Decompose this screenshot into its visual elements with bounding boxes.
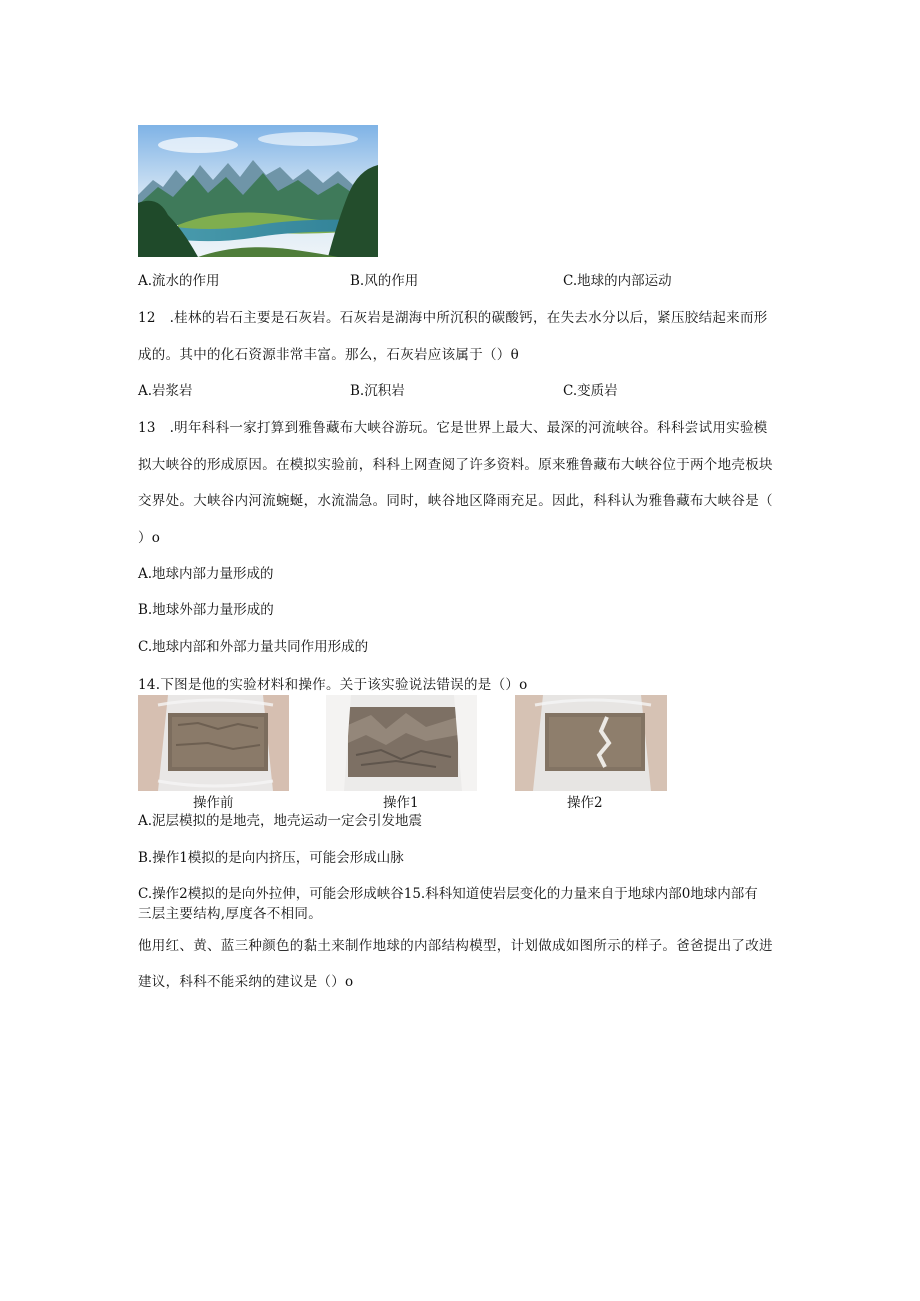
experiment-op2-photo — [515, 695, 667, 791]
caption-op2: 操作2 — [567, 795, 603, 811]
caption-before: 操作前 — [193, 795, 234, 811]
q12-option-a: A.岩浆岩 — [138, 383, 193, 399]
q13-stem-line-4: ）o — [138, 530, 161, 546]
q13-option-b: B.地球外部力量形成的 — [138, 602, 274, 618]
q12-option-c: C.变质岩 — [563, 383, 618, 399]
q13-option-c: C.地球内部和外部力量共同作用形成的 — [138, 639, 369, 655]
q14-option-a: A.泥层模拟的是地壳，地壳运动一定会引发地震 — [138, 813, 423, 829]
q11-option-b: B.风的作用 — [350, 273, 419, 289]
q15-stem-line-1: 三层主要结构,厚度各不相同。 — [138, 906, 322, 922]
q12-stem-line-1: 12 .桂林的岩石主要是石灰岩。石灰岩是湖海中所沉积的碳酸钙，在失去水分以后，紧压胶结起来而形 — [138, 310, 768, 326]
caption-op1: 操作1 — [383, 795, 419, 811]
q13-stem-line-1: 13 .明年科科一家打算到雅鲁藏布大峡谷游玩。它是世界上最大、最深的河流峡谷。科科尝试用实验模 — [138, 420, 768, 436]
q11-option-a: A.流水的作用 — [138, 273, 220, 289]
q14-stem: 14.下图是他的实验材料和操作。关于该实验说法错误的是（）o — [138, 677, 528, 693]
q15-stem-line-2: 他用红、黄、蓝三种颜色的黏土来制作地球的内部结构模型，计划做成如图所示的样子。爸爸提出了改进 — [138, 938, 773, 954]
q13-option-a: A.地球内部力量形成的 — [138, 566, 274, 582]
q14-option-b: B.操作1模拟的是向内挤压，可能会形成山脉 — [138, 850, 404, 866]
q13-stem-line-2: 拟大峡谷的形成原因。在模拟实验前，科科上网查阅了许多资料。原来雅鲁藏布大峡谷位于两个地壳板块 — [138, 457, 773, 473]
q12-stem-line-2: 成的。其中的化石资源非常丰富。那么，石灰岩应该属于（）θ — [138, 347, 520, 363]
karst-landscape-photo — [138, 125, 378, 257]
q13-stem-line-3: 交界处。大峡谷内河流蜿蜒，水流湍急。同时，峡谷地区降雨充足。因此，科科认为雅鲁藏布大峡谷是（ — [138, 493, 773, 509]
karst-landscape-illustration — [138, 125, 378, 257]
q11-option-c: C.地球的内部运动 — [563, 273, 672, 289]
experiment-before-photo — [138, 695, 289, 791]
q12-option-b: B.沉积岩 — [350, 383, 405, 399]
q14-option-c: C.操作2模拟的是向外拉伸，可能会形成峡谷15.科科知道使岩层变化的力量来自于地球内部0地球内部有 — [138, 886, 758, 902]
experiment-op1-photo — [326, 695, 477, 791]
q15-stem-line-3: 建议，科科不能采纳的建议是（）o — [138, 974, 354, 990]
